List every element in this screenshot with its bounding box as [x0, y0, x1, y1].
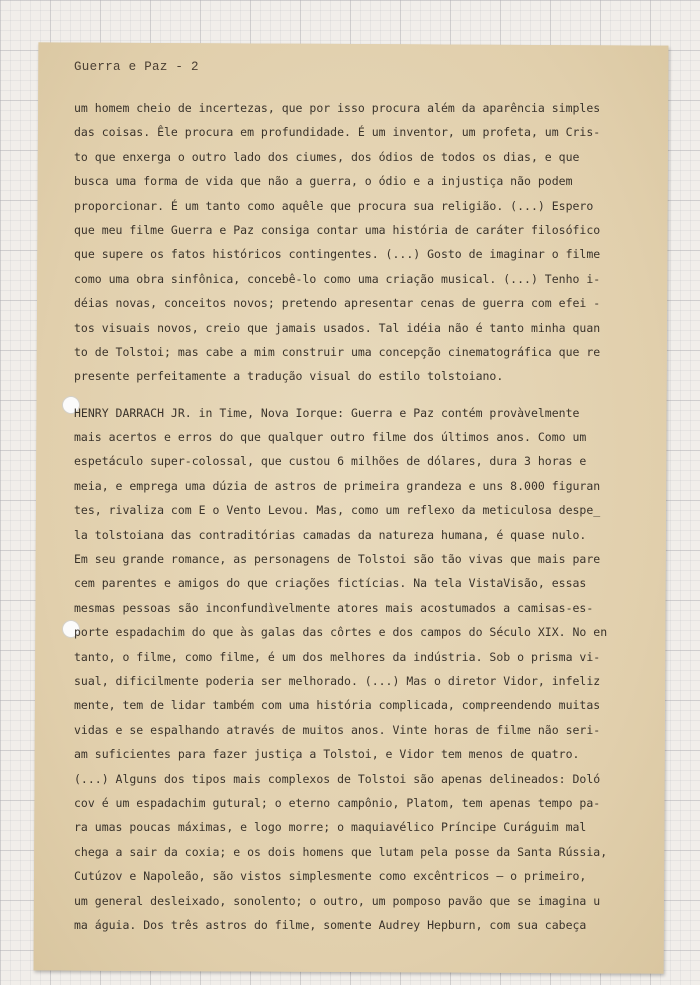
- paragraph-gap: [74, 389, 654, 401]
- text-line: ra umas poucas máximas, e logo morre; o maquiavélico Príncipe Curáguim mal: [74, 820, 587, 835]
- text-line: busca uma forma de vida que não a guerra, o ódio e a injustiça não podem: [74, 174, 573, 189]
- text-line: tos visuais novos, creio que jamais usados. Tal idéia não é tanto minha quan: [74, 320, 601, 335]
- text-line: chega a sair da coxia; e os dois homens que lutam pela posse da Santa Rússia,: [74, 844, 608, 859]
- text-line: tanto, o filme, como filme, é um dos melhores da indústria. Sob o prisma vi-: [74, 649, 601, 664]
- text-line: cov é um espadachim gutural; o eterno campônio, Platom, tem apenas tempo pa-: [74, 795, 601, 810]
- text-line: sual, dificilmente poderia ser melhorado. (...) Mas o diretor Vidor, infeliz: [74, 673, 601, 688]
- text-line: (...) Alguns dos tipos mais complexos de Tolstoi são apenas delineados: Doló: [74, 771, 601, 786]
- text-line: mente, tem de lidar também com uma história complicada, compreendendo muitas: [74, 698, 601, 713]
- text-line: que meu filme Guerra e Paz consiga contar uma história de caráter filosófico: [74, 222, 601, 237]
- text-line: proporcionar. É um tanto como aquêle que procura sua religião. (...) Espero: [74, 198, 594, 213]
- text-line: um homem cheio de incertezas, que por isso procura além da aparência simples: [74, 101, 601, 115]
- text-line: que supere os fatos históricos contingentes. (...) Gosto de imaginar o filme: [74, 247, 601, 262]
- text-line: porte espadachim do que às galas das côrtes e dos campos do Século XIX. No en: [74, 625, 608, 640]
- text-line: to de Tolstoi; mas cabe a mim construir uma concepção cinematográfica que re: [74, 344, 601, 359]
- text-line: espetáculo super-colossal, que custou 6 milhões de dólares, dura 3 horas e: [74, 454, 587, 469]
- text-line: como uma obra sinfônica, concebê-lo como uma criação musical. (...) Tenho i-: [74, 271, 601, 286]
- text-line: um general desleixado, sonolento; o outro, um pomposo pavão que se imagina u: [74, 893, 601, 908]
- text-line: mais acertos e erros do que qualquer outro filme dos últimos anos. Como um: [74, 430, 587, 445]
- page-header: Guerra e Paz - 2: [74, 60, 199, 74]
- text-line: tes, rivaliza com E o Vento Levou. Mas, como um reflexo da meticulosa despe_: [74, 503, 601, 518]
- text-line: cem parentes e amigos do que criações fictícias. Na tela VistaVisão, essas: [74, 576, 587, 591]
- text-line: mesmas pessoas são inconfundìvelmente atores mais acostumados a camisas-es-: [74, 600, 594, 615]
- text-line: vidas e se espalhando através de muitos anos. Vinte horas de filme não seri-: [74, 722, 601, 737]
- document-body: [74, 96, 654, 937]
- text-line: meia, e emprega uma dúzia de astros de primeira grandeza e uns 8.000 figuran: [74, 478, 601, 493]
- text-line: ma águia. Dos três astros do filme, somente Audrey Hepburn, com sua cabeça: [74, 917, 587, 932]
- text-line: Em seu grande romance, as personagens de Tolstoi são tão vivas que mais pare: [74, 552, 601, 567]
- text-line: to que enxerga o outro lado dos ciumes, dos ódios de todos os dias, e que: [74, 149, 580, 164]
- text-line: Cutúzov e Napoleão, são vistos simplesmente como excêntricos — o primeiro,: [74, 869, 587, 884]
- text-line: presente perfeitamente a tradução visual do estilo tolstoiano.: [74, 369, 504, 384]
- text-line: la tolstoiana das contraditórias camadas da natureza humana, é quase nulo.: [74, 527, 587, 542]
- text-line: déias novas, conceitos novos; pretendo apresentar cenas de guerra com efei -: [74, 296, 601, 311]
- text-line: das coisas. Êle procura em profundidade. É um inventor, um profeta, um Cris-: [74, 125, 601, 140]
- text-line: am suficientes para fazer justiça a Tolstoi, e Vidor tem menos de quatro.: [74, 747, 580, 762]
- text-line: HENRY DARRACH JR. in Time, Nova Iorque: Guerra e Paz contém provàvelmente: [74, 405, 580, 420]
